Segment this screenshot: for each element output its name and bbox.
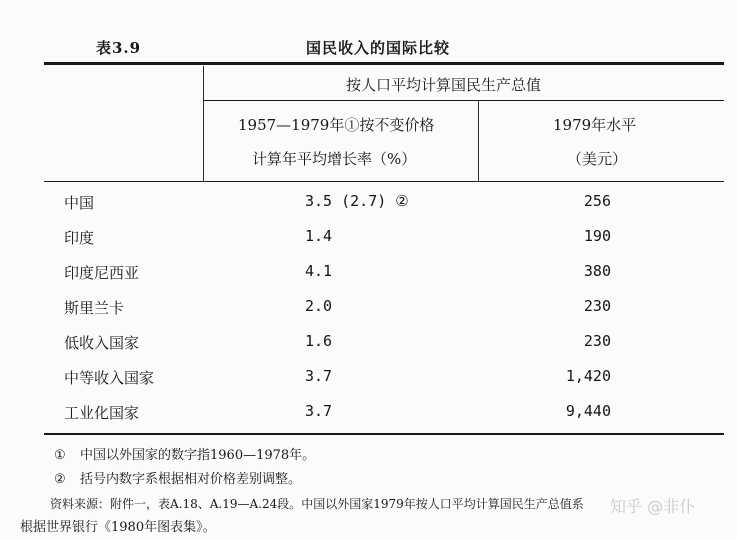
note-marker: ① (54, 448, 66, 463)
table-notes (20, 444, 588, 540)
header-group-label: 按人口平均计算国民生产总值 (346, 76, 542, 94)
gnp-level: 1,420 (565, 367, 611, 385)
gnp-level: 230 (583, 297, 611, 315)
bottom-rule (44, 433, 724, 435)
note-2 (54, 468, 588, 492)
country-name: 印度尼西亚 (64, 264, 140, 282)
header-bottom-rule (44, 181, 724, 182)
gnp-level: 9,440 (565, 402, 611, 420)
note-text: 括号内数字系根据相对价格差别调整。 (80, 472, 302, 487)
growth-rate: 3.5 (2.7) ② (305, 192, 409, 210)
header-growth-line1: 1957—1979年①按不变价格 (238, 116, 435, 134)
country-name: 工业化国家 (64, 404, 140, 422)
source-line-2: 根据世界银行《1980年图表集》。 (20, 520, 216, 535)
header-group-rule (203, 100, 724, 101)
top-rule (44, 62, 724, 65)
table-title: 国民收入的国际比较 (306, 39, 451, 57)
growth-rate: 1.6 (305, 332, 333, 350)
country-name: 中等收入国家 (64, 369, 155, 387)
value-column-divider (478, 101, 479, 182)
gnp-level: 380 (583, 262, 611, 280)
growth-rate: 1.4 (305, 227, 333, 245)
growth-rate: 2.0 (305, 297, 333, 315)
gnp-level: 230 (583, 332, 611, 350)
stub-column-divider (203, 66, 204, 182)
note-1 (54, 444, 588, 468)
country-name: 斯里兰卡 (64, 299, 125, 317)
source-line-1: 资料来源：附件一，表A.18、A.19—A.24段。中国以外国家1979年按人口平均计算国民生产总值系 (50, 497, 584, 511)
country-name: 中国 (64, 194, 95, 212)
growth-rate: 4.1 (305, 262, 333, 280)
country-name: 印度 (64, 229, 95, 247)
country-name: 低收入国家 (64, 334, 140, 352)
note-text: 中国以外国家的数字指1960—1978年。 (80, 448, 316, 463)
watermark: 知乎 @非仆 (610, 497, 696, 516)
growth-rate: 3.7 (305, 367, 333, 385)
gnp-level: 256 (583, 192, 611, 210)
header-level-line2: （美元） (567, 150, 628, 168)
header-level-line1: 1979年水平 (553, 116, 637, 134)
gnp-level: 190 (583, 227, 611, 245)
header-growth-line2: 计算年平均增长率（%） (252, 150, 417, 168)
table-label: 表3.9 (96, 39, 142, 57)
note-marker: ② (54, 472, 66, 487)
growth-rate: 3.7 (305, 402, 333, 420)
